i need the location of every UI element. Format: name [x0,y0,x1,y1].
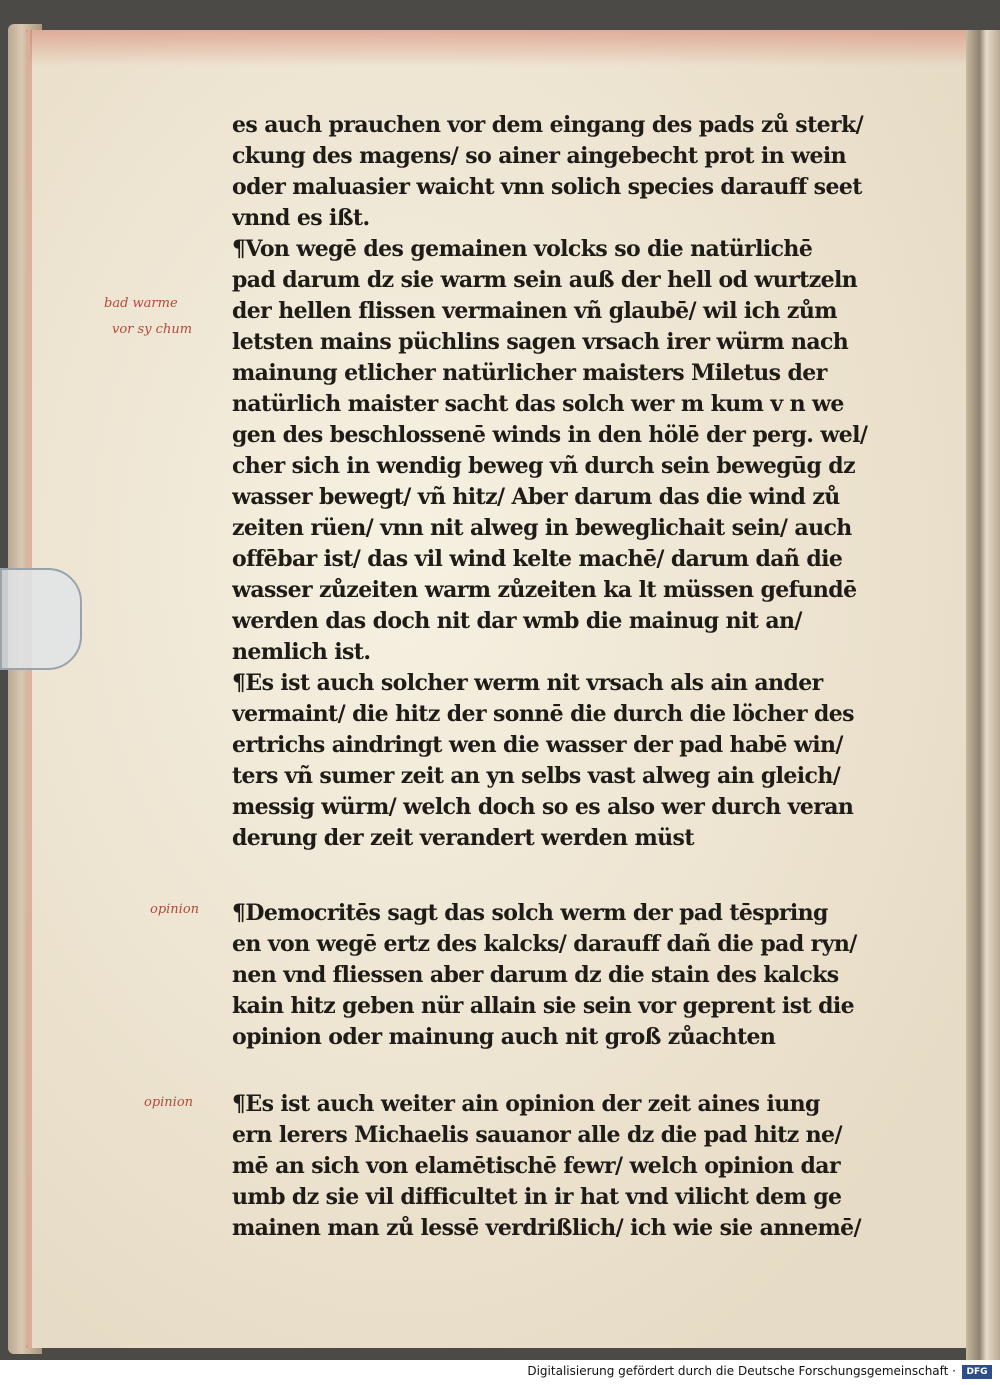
text-line: en von wegē ertz des kalcks/ darauff dañ die pad ryn/ [232,931,857,957]
text-line: mē an sich von elamētischē fewr/ welch opinion dar [232,1153,840,1179]
paragraph [232,898,892,1053]
text-line: mainung etlicher natürlicher maisters Miletus der [232,360,827,386]
paragraph-mark: ¶ [232,1091,246,1117]
text-line: derung der zeit verandert werden müst [232,825,694,851]
text-line: ern lerers Michaelis sauanor alle dz die pad hitz ne/ [232,1122,842,1148]
text-line [232,1089,892,1120]
text-line: umb dz sie vil difficultet in ir hat vnd vilicht dem ge [232,1184,842,1210]
text-line: wasser zůzeiten warm zůzeiten ka lt müssen gefundē [232,577,857,603]
text-line: nemlich ist. [232,639,371,665]
funding-credit: Digitalisierung gefördert durch die Deutsche Forschungsgemeinschaft · [527,1364,956,1378]
paragraph [232,668,892,854]
paragraph [232,110,892,234]
text-line: kain hitz geben nür allain sie sein vor geprent ist die [232,993,855,1019]
text-line-content: Democritēs sagt das solch werm der pad tēspring [245,900,828,926]
paragraph-mark: ¶ [232,236,246,262]
margin-note-opinion-1: opinion [150,902,200,917]
text-line: wasser bewegt/ vñ hitz/ Aber darum das die wind zů [232,484,840,510]
text-line: natürlich maister sacht das solch wer m kum v n we [232,391,844,417]
text-line-content: Es ist auch solcher werm nit vrsach als ain ander [245,670,823,696]
text-line: pad darum dz sie warm sein auß der hell od wurtzeln [232,267,858,293]
footer-bar [0,1360,1000,1385]
text-line: ckung des magens/ so ainer aingebecht prot in wein [232,143,847,169]
text-line: der hellen flissen vermainen vñ glaubē/ wil ich zům [232,298,837,324]
paragraph [232,1089,892,1244]
text-line: cher sich in wendig beweg vñ durch sein bewegūg dz [232,453,855,479]
text-line [232,668,892,699]
text-line: messig würm/ welch doch so es also wer durch veran [232,794,854,820]
text-line: ters vñ sumer zeit an yn selbs vast alweg ain gleich/ [232,763,841,789]
text-line-content: Es ist auch weiter ain opinion der zeit aines iung [245,1091,820,1117]
text-line-content: Von wegē des gemainen volcks so die natürlichē [245,236,813,262]
text-line: gen des beschlossenē winds in den hölē der perg. wel/ [232,422,868,448]
text-line: opinion oder mainung auch nit groß zůachten [232,1024,776,1050]
text-line: nen vnd fliessen aber darum dz die stain des kalcks [232,962,839,988]
text-line [232,898,892,929]
dfg-logo: DFG [962,1365,992,1379]
text-line [232,234,892,265]
paragraph-mark: ¶ [232,670,246,696]
margin-note-bad-warme: bad warme [104,296,178,311]
page-clip [0,568,82,670]
book-gutter [966,30,1000,1360]
text-line: es auch prauchen vor dem eingang des pads zů sterk/ [232,112,864,138]
text-line: oder maluasier waicht vnn solich species darauff seet [232,174,862,200]
margin-note-opinion-2: opinion [144,1095,194,1110]
paragraph-gap [232,1053,892,1089]
red-edge-stain [30,30,970,66]
text-line: letsten mains püchlins sagen vrsach irer würm nach [232,329,849,355]
red-page-edge [26,30,32,1348]
text-line: werden das doch nit dar wmb die mainug nit an/ [232,608,802,634]
paragraph [232,234,892,668]
margin-note-vor-sy-chum: vor sy chum [112,322,193,337]
text-line: ertrichs aindringt wen die wasser der pad habē win/ [232,732,843,758]
text-line: vnnd es ißt. [232,205,370,231]
text-line: vermaint/ die hitz der sonnē die durch die löcher des [232,701,854,727]
paragraph-mark: ¶ [232,900,246,926]
text-line: zeiten rüen/ vnn nit alweg in beweglichait sein/ auch [232,515,852,541]
text-block [232,110,892,1244]
paragraph-gap [232,854,892,898]
text-line: offēbar ist/ das vil wind kelte machē/ darum dañ die [232,546,843,572]
text-line: mainen man zů lessē verdrißlich/ ich wie sie annemē/ [232,1215,861,1241]
